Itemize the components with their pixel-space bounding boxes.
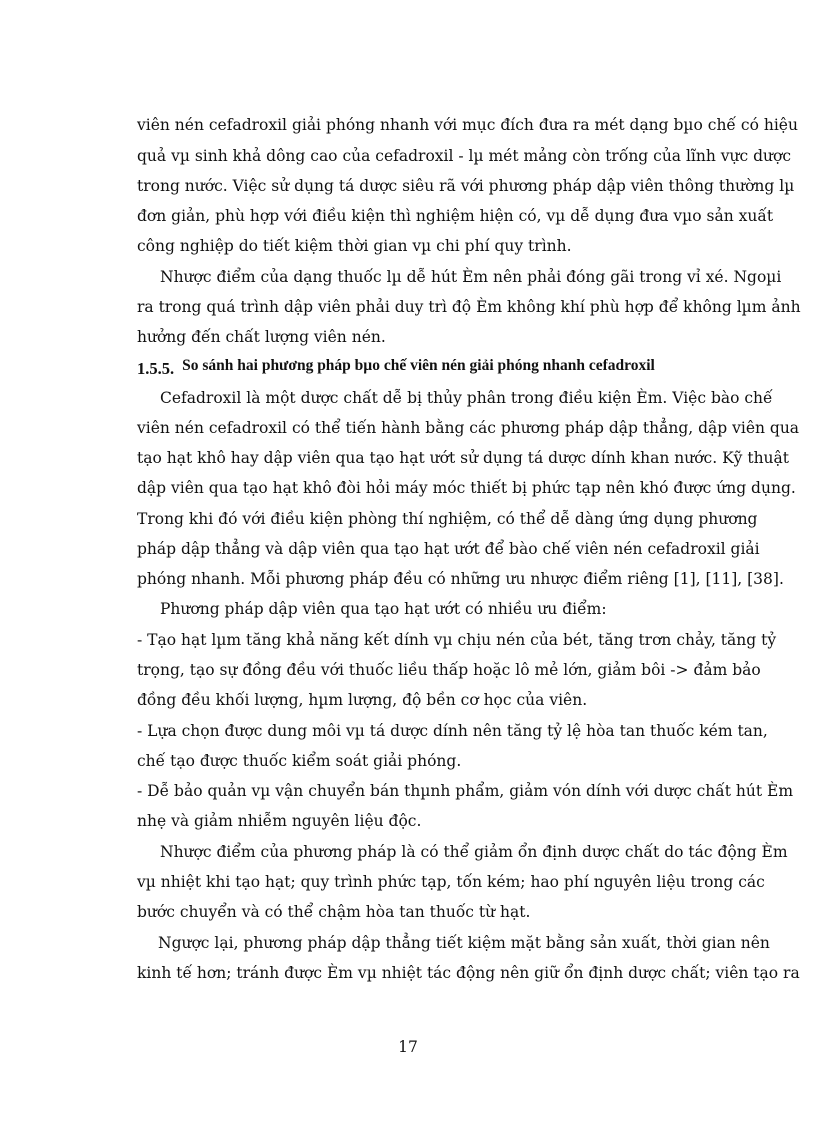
text-line: - Dễ bảo quản vµ vận chuyển bán thµnh phẩm, giảm vón dính với dược chất hút Èm	[137, 782, 794, 800]
text-line: trọng, tạo sự đồng đều với thuốc liều thấp hoặc lô mẻ lớn, giảm bôi -> đảm bảo	[137, 661, 761, 679]
text-line: viên nén cefadroxil có thể tiến hành bằng các phương pháp dập thẳng, dập viên qua	[137, 419, 800, 437]
text-line: Ngược lại, phương pháp dập thẳng tiết kiệm mặt bằng sản xuất, thời gian nên	[158, 934, 770, 952]
text-line: Phương pháp dập viên qua tạo hạt ướt có nhiều ưu điểm:	[160, 600, 607, 618]
text-line: Trong khi đó với điều kiện phòng thí nghiệm, có thể dễ dàng ứng dụng phương	[137, 510, 758, 528]
page-number: 17	[398, 1038, 418, 1056]
text-line: chế tạo được thuốc kiểm soát giải phóng.	[137, 752, 462, 770]
text-line: pháp dập thẳng và dập viên qua tạo hạt ướt để bào chế viên nén cefadroxil giải	[137, 540, 760, 558]
text-line: đơn giản, phù hợp với điều kiện thì nghiệm hiện có, vµ dễ dụng đưa vµo sản xuất	[137, 207, 774, 225]
text-line: nhẹ và giảm nhiễm nguyên liệu độc.	[137, 812, 422, 830]
text-line: Nhược điểm của dạng thuốc lµ dễ hút Èm nên phải đóng gãi trong vỉ xé. Ngoµi	[160, 268, 782, 286]
text-line: đồng đều khối lượng, hµm lượng, độ bền cơ học của viên.	[137, 691, 588, 709]
section-number: 1.5.5.	[137, 359, 175, 378]
text-line: Nhược điểm của phương pháp là có thể giảm ổn định dược chất do tác động Èm	[160, 843, 788, 861]
text-line: bước chuyển và có thể chậm hòa tan thuốc từ hạt.	[137, 903, 531, 921]
text-line: trong nước. Việc sử dụng tá dược siêu rã với phương pháp dập viên thông thường lµ	[137, 177, 795, 195]
text-line: phóng nhanh. Mỗi phương pháp đều có những ưu nhược điểm riêng [1], [11], [38].	[137, 570, 784, 588]
text-line: hưởng đến chất lượng viên nén.	[137, 328, 386, 346]
text-line: - Lựa chọn được dung môi vµ tá dược dính nên tăng tỷ lệ hòa tan thuốc kém tan,	[137, 722, 768, 740]
text-line: - Tạo hạt lµm tăng khả năng kết dính vµ chịu nén của bét, tăng trơn chảy, tăng tỷ	[137, 631, 777, 649]
text-line: Cefadroxil là một dược chất dễ bị thủy phân trong điều kiện Èm. Việc bào chế	[160, 389, 773, 407]
section-title: So sánh hai phương pháp bµo chế viên nén giải phóng nhanh cefadroxil	[182, 357, 655, 374]
text-line: tạo hạt khô hay dập viên qua tạo hạt ướt sử dụng tá dược dính khan nước. Kỹ thuật	[137, 449, 790, 467]
text-line: kinh tế hơn; tránh được Èm vµ nhiệt tác động nên giữ ổn định dược chất; viên tạo ra	[137, 964, 800, 982]
section-heading	[137, 355, 737, 378]
text-line: vµ nhiệt khi tạo hạt; quy trình phức tạp, tốn kém; hao phí nguyên liệu trong các	[137, 873, 765, 891]
text-line: viên nén cefadroxil giải phóng nhanh với mục đích đưa ra mét dạng bµo chế có hiệu	[137, 116, 798, 134]
text-line: dập viên qua tạo hạt khô đòi hỏi máy móc thiết bị phức tạp nên khó được ứng dụng.	[137, 479, 796, 497]
text-line: công nghiệp do tiết kiệm thời gian vµ chi phí quy trình.	[137, 237, 572, 255]
text-line: quả vµ sinh khả dông cao của cefadroxil - lµ mét mảng còn trống của lĩnh vực dược	[137, 147, 792, 165]
text-line: ra trong quá trình dập viên phải duy trì độ Èm không khí phù hợp để không lµm ảnh	[137, 298, 801, 316]
